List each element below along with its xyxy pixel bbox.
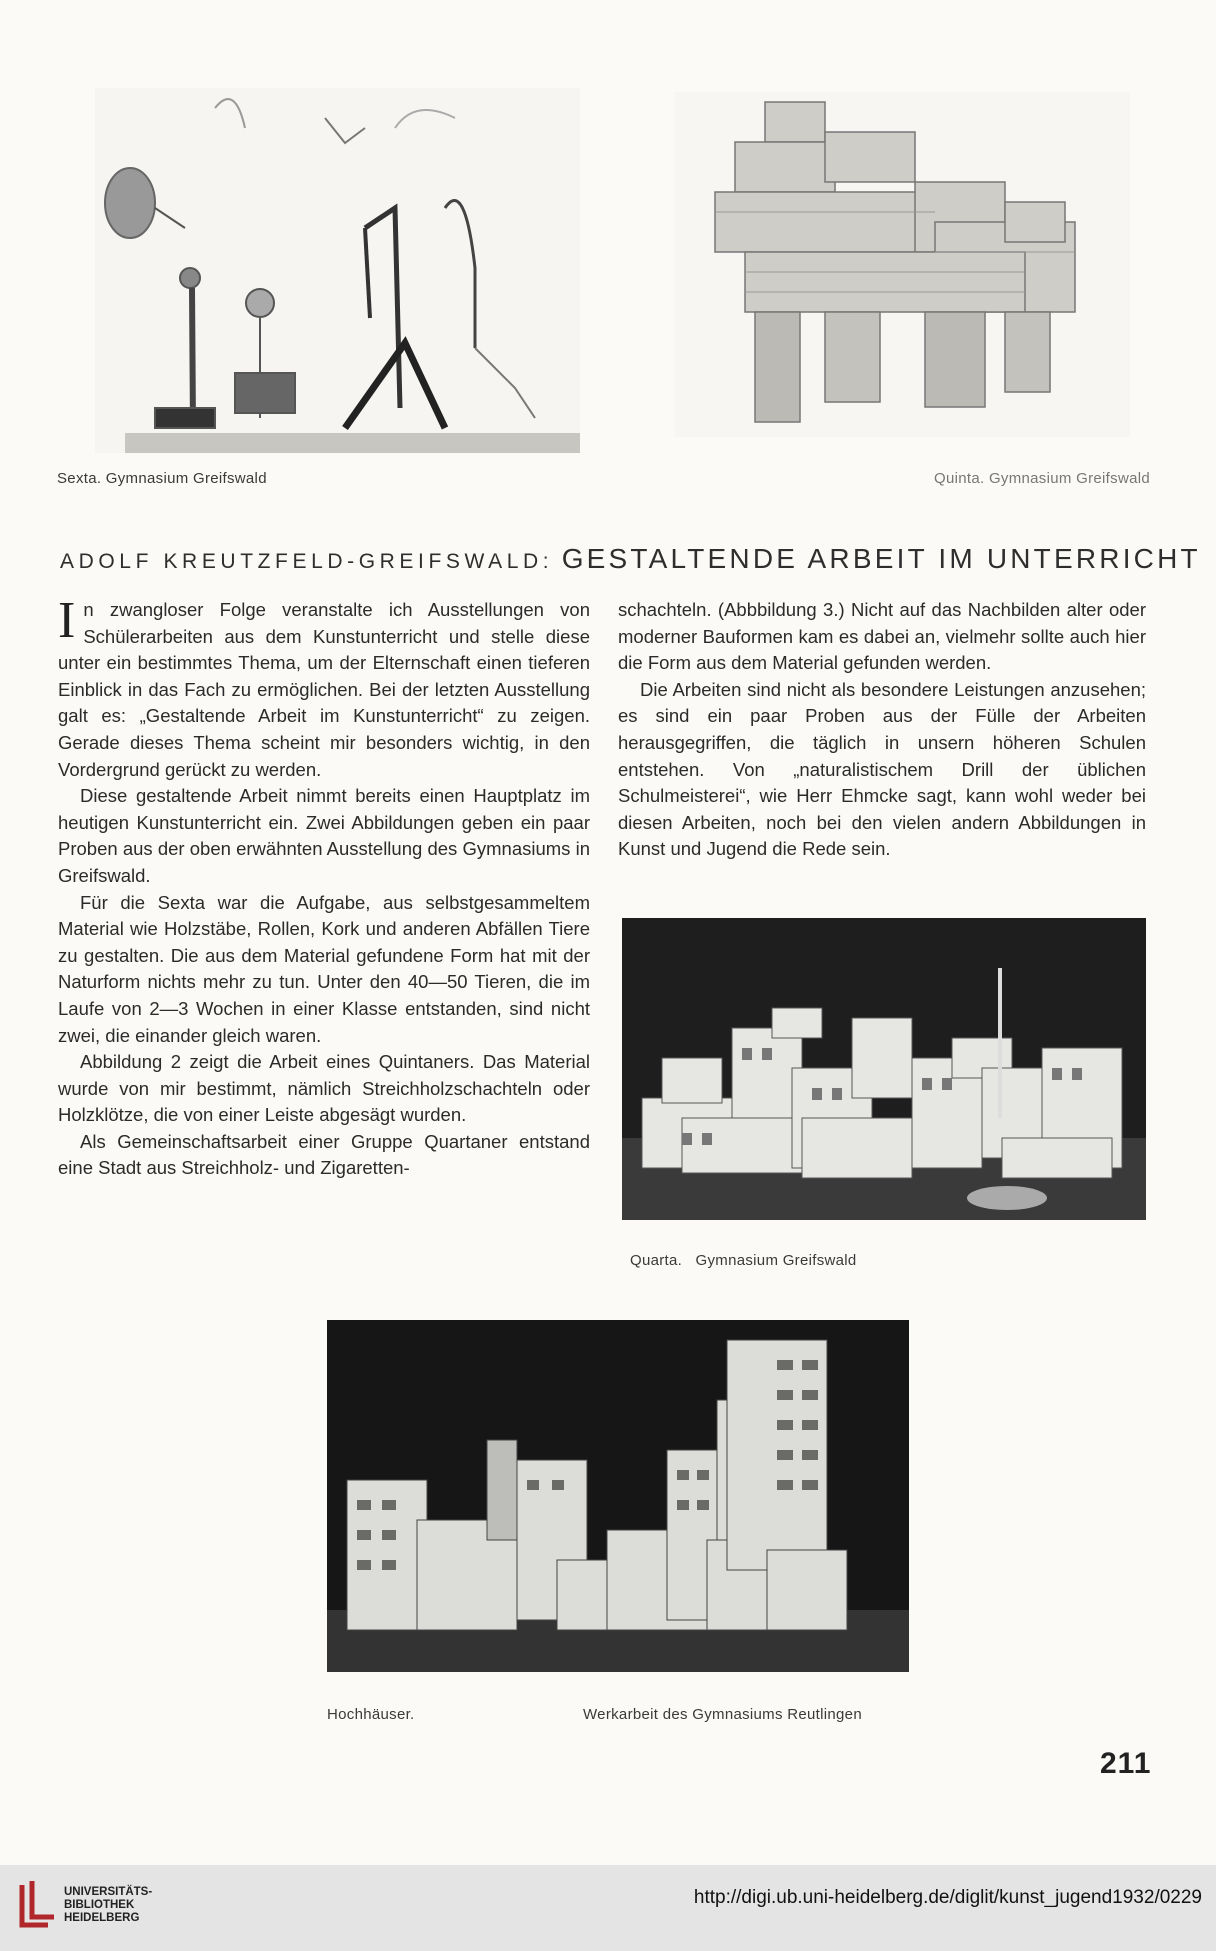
quinta-blocks-drawing (675, 92, 1130, 437)
hochhaeuser-photo (327, 1320, 909, 1672)
article-paragraph-7: Die Arbeiten sind nicht als besondere Leistungen anzusehen; es sind ein paar Proben aus der Fülle der Arbeiten herausgegriffen, die täglich in unsern höheren Schulen entstehen. Von „naturalistischem Drill der üblichen Schulmeisterei“, wie Herr Ehmcke sagt, kann wohl weder bei diesen Arbeiten, noch bei den vielen andern Abbildungen in Kunst und Jugend die Rede sein. (618, 678, 1146, 860)
logo-line-2: BIBLIOTHEK (64, 1898, 135, 1911)
figure-sexta-caption: Sexta. Gymnasium Greifswald (57, 470, 267, 487)
figure-quarta-caption: Quarta. Gymnasium Greifswald (630, 1252, 857, 1269)
article-title: GESTALTENDE ARBEIT IM UNTERRICHT (561, 543, 1201, 574)
article-author: ADOLF KREUTZFELD-GREIFSWALD: (60, 550, 554, 573)
library-logo[interactable] (18, 1879, 152, 1931)
footer-bar (0, 1865, 1216, 1951)
source-url-link[interactable]: http://digi.ub.uni-heidelberg.de/diglit/kunst_jugend1932/0229 (693, 1887, 1202, 1908)
article-left-column (58, 592, 590, 1182)
figure-hochhaeuser-caption-right: Werkarbeit des Gymnasiums Reutlingen (583, 1706, 862, 1723)
article-headline (60, 543, 1201, 575)
page-number: 211 (1100, 1747, 1152, 1780)
article-paragraph-5: Als Gemeinschaftsarbeit einer Gruppe Quartaner entstand eine Stadt aus Streichholz- und Zigaretten- (58, 1130, 590, 1179)
figure-quarta-city (622, 918, 1146, 1220)
library-logo-icon (18, 1879, 56, 1931)
figure-hochhaeuser-caption-left: Hochhäuser. (327, 1706, 415, 1723)
figure-quinta-blocks (675, 92, 1130, 437)
figure-quinta-caption: Quinta. Gymnasium Greifswald (934, 470, 1150, 487)
logo-line-1: UNIVERSITÄTS- (64, 1885, 153, 1898)
figure-hochhaeuser (327, 1320, 909, 1672)
article-paragraph-1-text: n zwangloser Folge veranstalte ich Ausstellungen von Schülerarbeiten aus dem Kunstunterricht und stelle diese unter ein bestimmtes Thema, um der Elternschaft einen tieferen Einblick in das Fach zu ermöglichen. Bei der letzten Ausstellung galt es: „Gestaltende Arbeit im Kunstunterricht“ zu zeigen. Gerade dieses Thema scheint mir besonders wichtig, in den Vordergrund gerückt zu werden. (58, 599, 590, 780)
article-right-column (618, 597, 1146, 863)
article-paragraph-3: Für die Sexta war die Aufgabe, aus selbstgesammeltem Material wie Holzstäbe, Rollen, Kork und anderen Abfällen Tiere zu gestalten. Die aus dem Material gefundene Form hat mit der Naturform nichts mehr zu tun. Unter den 40—50 Tieren, die im Laufe von 2—3 Wochen in einer Klasse entstanden, sind nicht zwei, die einander gleich waren. (58, 891, 590, 1046)
library-logo-text (64, 1886, 152, 1925)
quarta-city-photo (622, 918, 1146, 1220)
article-dropcap: I (58, 592, 76, 649)
article-paragraph-4: Abbildung 2 zeigt die Arbeit eines Quintaners. Das Material wurde von mir bestimmt, nämlich Streichholzschachteln oder Holzklötze, die von einer Leiste abgesägt wurden. (58, 1051, 590, 1126)
sexta-animals-drawing (95, 88, 580, 453)
figure-sexta-animals (95, 88, 580, 453)
article-paragraph-1 (58, 592, 590, 783)
logo-line-3: HEIDELBERG (64, 1911, 140, 1924)
article-paragraph-6: schachteln. (Abbbildung 3.) Nicht auf das Nachbilden alter oder moderner Bauformen kam es dabei an, vielmehr sollte auch hier die Form aus dem Material gefunden werden. (618, 599, 1146, 674)
article-paragraph-2: Diese gestaltende Arbeit nimmt bereits einen Hauptplatz im heutigen Kunstunterricht ein. Zwei Abbildungen geben ein paar Proben aus der oben erwähnten Ausstellung des Gymnasiums in Greifswald. (58, 785, 590, 886)
